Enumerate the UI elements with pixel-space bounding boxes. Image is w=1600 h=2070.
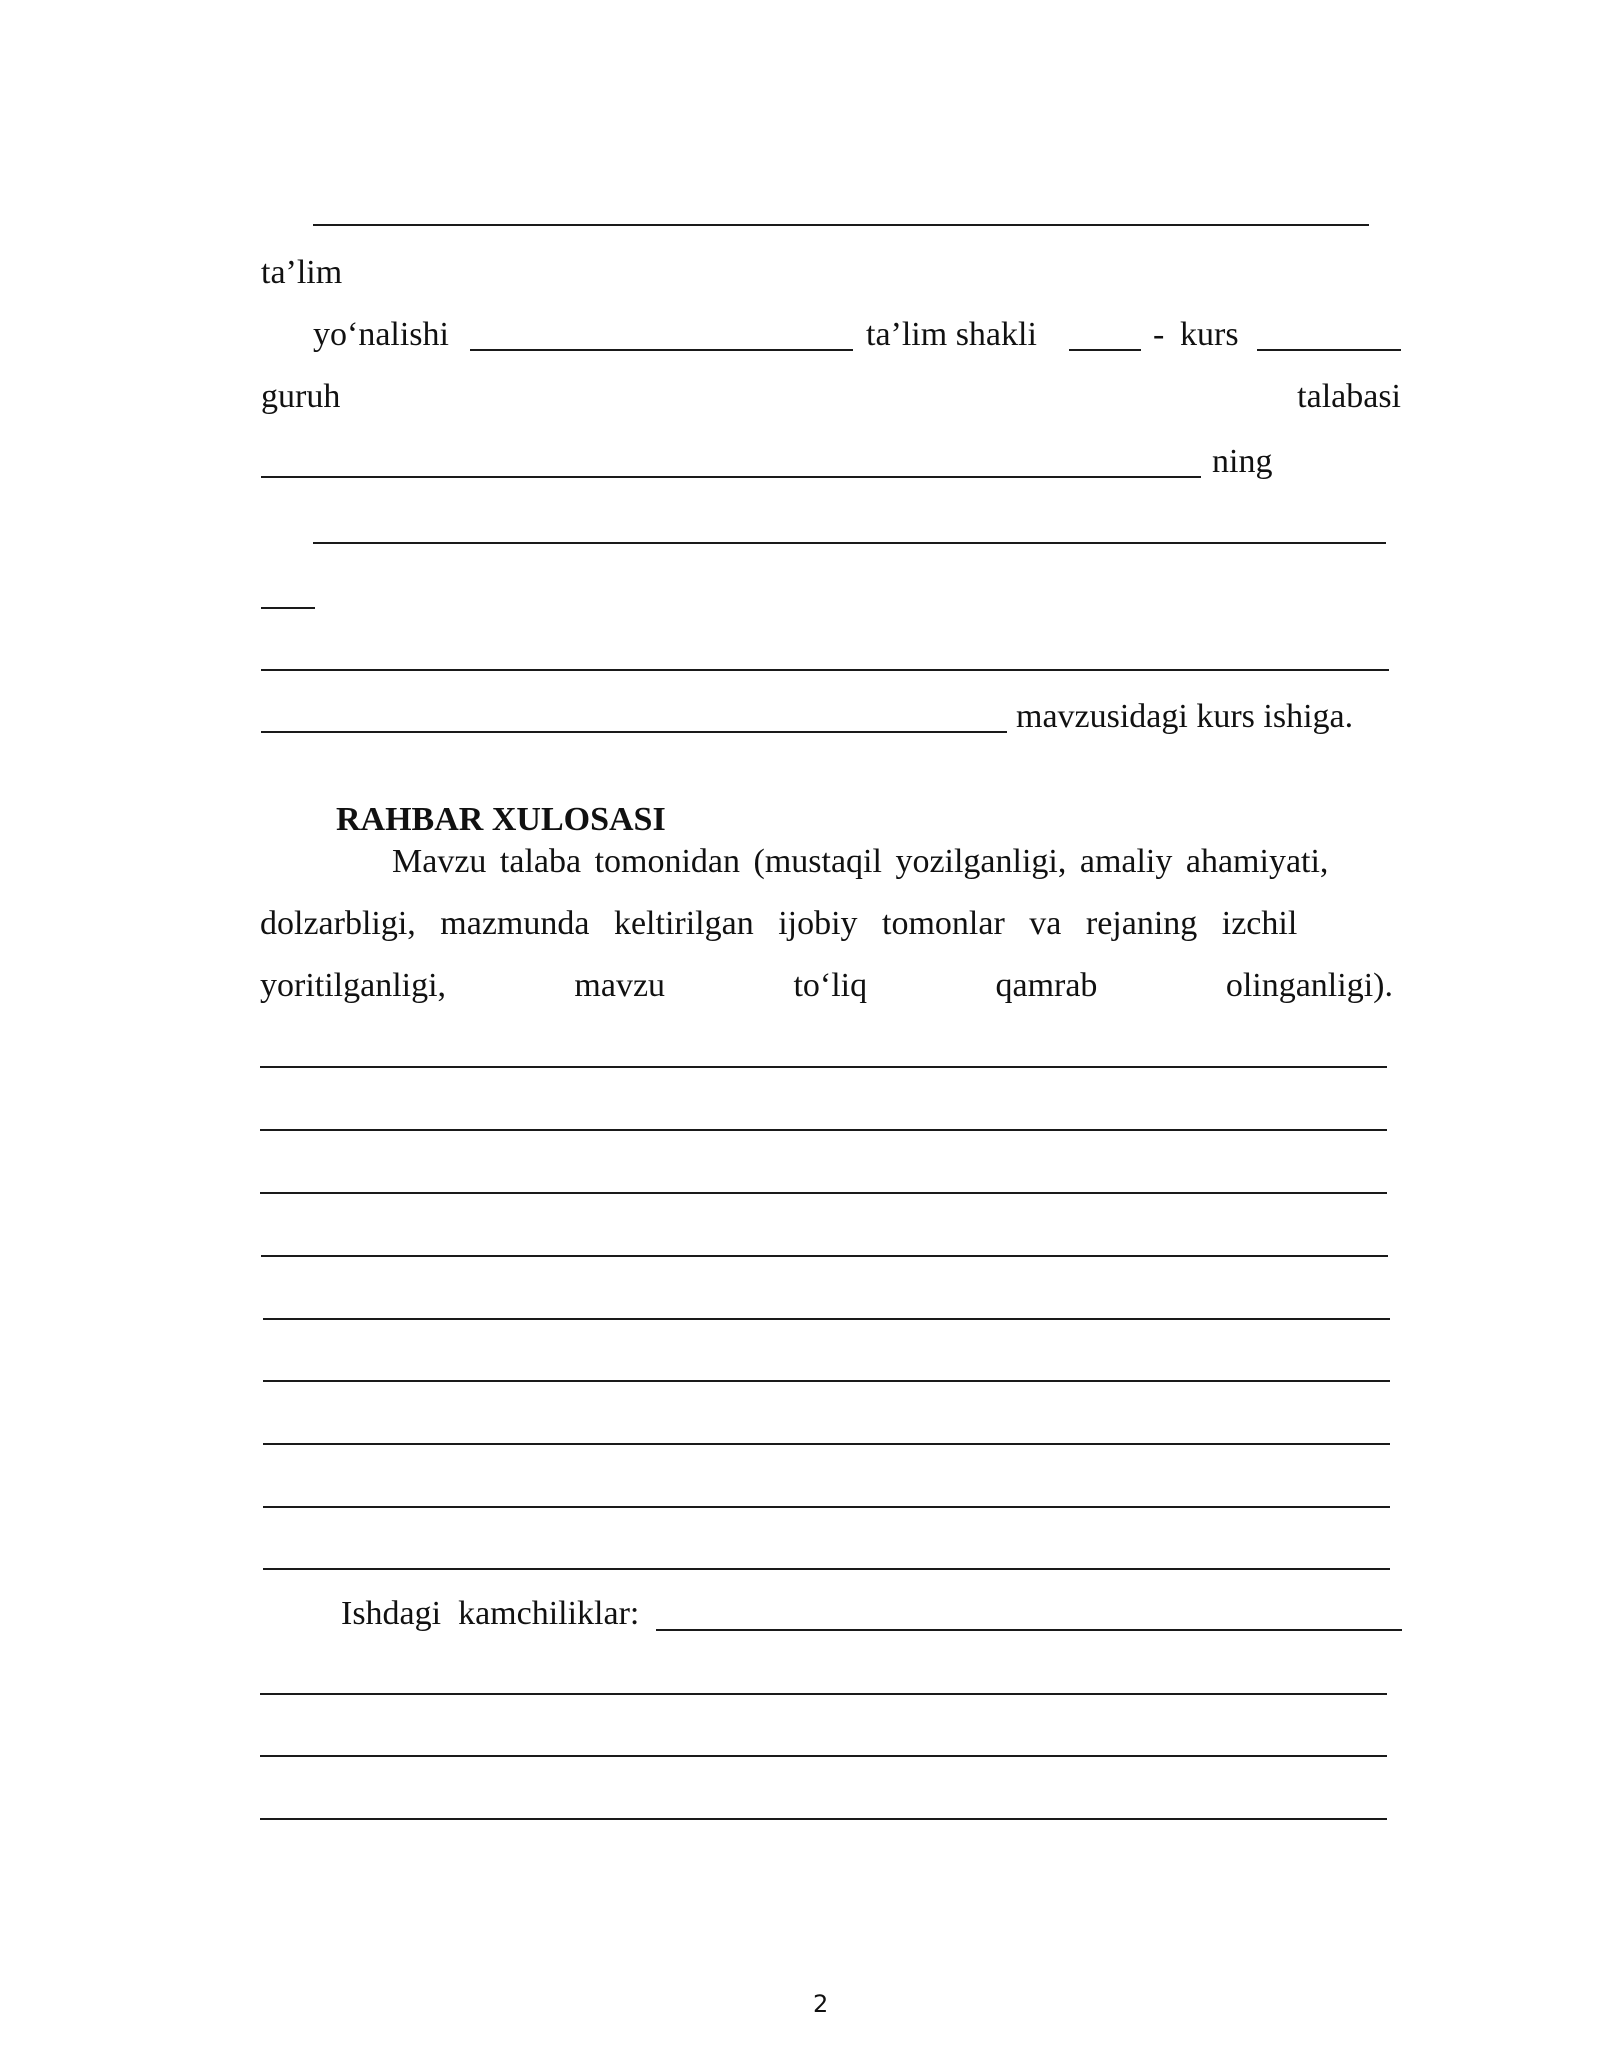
conclusion-blank-line[interactable] [263, 1318, 1390, 1320]
conclusion-line-1: Mavzu talaba tomonidan (mustaqil yozilganligi, amaliy ahamiyati, [392, 843, 1329, 880]
page-number: 2 [813, 1990, 829, 2018]
conclusion-blank-line[interactable] [263, 1568, 1390, 1570]
talim-shakli-label: ta’lim shakli [866, 316, 1037, 353]
line3-word: yoritilganligi, [260, 967, 447, 1004]
line3-word: olinganligi). [1225, 967, 1393, 1004]
shortcomings-label: Ishdagi kamchiliklar: [341, 1595, 640, 1632]
conclusion-heading: RAHBAR XULOSASI [336, 801, 666, 838]
conclusion-line-2: dolzarbligi, mazmunda keltirilgan ijobiy tomonlar va rejaning izchil [260, 905, 1298, 942]
shortcomings-blank-line[interactable] [260, 1818, 1387, 1820]
talabasi-label: talabasi [1297, 378, 1401, 415]
yonalishi-label: yo‘nalishi [313, 316, 449, 353]
ning-label: ning [1212, 443, 1273, 480]
direction-field[interactable] [470, 349, 853, 351]
conclusion-blank-line[interactable] [260, 1129, 1387, 1131]
conclusion-blank-line[interactable] [260, 1192, 1387, 1194]
line3-word: qamrab [995, 967, 1098, 1004]
mavzusidagi-label: mavzusidagi kurs ishiga. [1016, 698, 1354, 735]
shortcomings-blank-line[interactable] [260, 1693, 1387, 1695]
conclusion-line-3 [260, 966, 1393, 1006]
line3-word: to‘liq [793, 967, 868, 1004]
talim-label: ta’lim [261, 254, 343, 291]
kurs-label: kurs [1180, 316, 1239, 353]
conclusion-blank-line[interactable] [261, 1255, 1388, 1257]
topic-field[interactable] [261, 731, 1007, 733]
conclusion-blank-line[interactable] [263, 1506, 1390, 1508]
blank-line-short[interactable] [261, 607, 315, 609]
shortcomings-blank-line[interactable] [260, 1755, 1387, 1757]
blank-line-top[interactable] [313, 224, 1369, 226]
blank-line-3[interactable] [261, 669, 1389, 671]
group-field[interactable] [1257, 349, 1401, 351]
form-field[interactable] [1069, 349, 1141, 351]
conclusion-blank-line[interactable] [263, 1443, 1390, 1445]
conclusion-blank-line[interactable] [263, 1380, 1390, 1382]
student-name-field[interactable] [261, 476, 1201, 478]
guruh-label: guruh [261, 378, 341, 415]
shortcomings-field[interactable] [656, 1629, 1402, 1631]
line3-word: mavzu [574, 967, 666, 1004]
blank-line-2[interactable] [313, 542, 1386, 544]
dash-label: - [1153, 316, 1165, 353]
conclusion-blank-line[interactable] [260, 1066, 1387, 1068]
